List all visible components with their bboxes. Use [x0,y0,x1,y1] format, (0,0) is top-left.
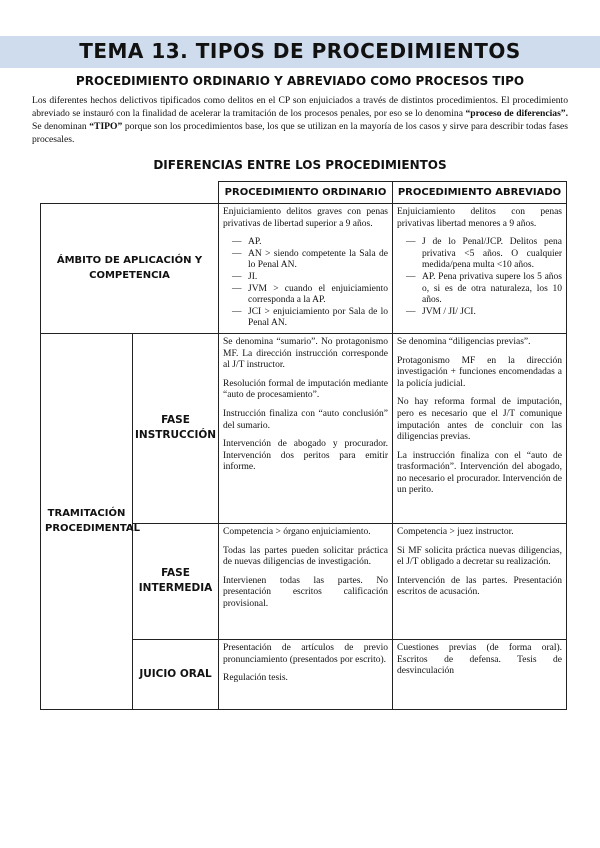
phase-intermedia: FASE INTERMEDIA [133,523,219,639]
cell-ambito-ordinario [219,204,393,334]
column-header-abreviado: PROCEDIMIENTO ABREVIADO [393,182,567,204]
row-header-ambito: ÁMBITO DE APLICACIÓN Y COMPETENCIA [41,204,219,334]
ambito-abreviado-list [397,237,562,318]
list-item: — AP. [248,237,388,249]
paragraph: Cuestiones previas (de forma oral). Escritos de defensa. Tesis de desvinculación [397,642,562,677]
paragraph: Protagonismo MF en la dirección investigación + funciones encomendadas a la policía judicial. [397,355,562,389]
cell-instruccion-ordinario [219,333,393,523]
paragraph: Se denomina “sumario”. No protagonismo MF. La dirección instrucción corresponde al J/T instructor. [223,336,388,371]
paragraph: Competencia > órgano enjuiciamiento. [223,526,371,537]
paragraph: Instrucción finaliza con “auto conclusión” del sumario. [223,408,388,431]
cell-intermedia-ordinario [219,523,393,639]
phase-juicio-oral: JUICIO ORAL [133,639,219,709]
list-item: — JCI > enjuiciamiento por Sala de lo Penal AN. [248,307,388,330]
paragraph: Regulación tesis. [223,673,288,684]
list-item: — J de lo Penal/JCP. Delitos pena privativa <5 años. O cualquier medida/pena multa <10 años. [422,237,562,272]
paragraph: Intervención de las partes. Presentación escritos de acusación. [397,575,562,598]
column-header-ordinario: PROCEDIMIENTO ORDINARIO [219,182,393,204]
ambito-ordinario-intro: Enjuiciamiento delitos graves con penas privativas de libertad superior a 9 años. [223,207,388,229]
paragraph: No hay reforma formal de imputación, pero es necesario que el J/T comunique imputación antes de concluir con las diligencias previas. [397,397,562,443]
row-header-tramitacion: TRAMITACIÓN PROCEDIMENTAL [41,333,133,709]
cell-intermedia-abreviado [393,523,567,639]
list-item: — JVM / JI/ JCI. [422,307,562,319]
table-row-ambito [41,204,567,334]
phase-instruccion: FASE INSTRUCCIÓN [133,333,219,523]
paragraph: Si MF solicita práctica nuevas diligencias, el J/T obligado a decretar su realización. [397,545,562,568]
intro-emphasis-1: “proceso de diferencias”. [465,108,568,119]
cell-instruccion-abreviado [393,333,567,523]
intro-emphasis-2: “TIPO” [89,121,123,132]
intro-text-3: porque son los procedimientos base, los que se utilizan en la mayoría de los casos y sirve para describir todas fases procesales. [32,121,568,145]
paragraph: Presentación de artículos de previo pronunciamiento (presentados por escrito). [223,642,388,665]
table-header-row [41,182,567,204]
cell-ambito-abreviado [393,204,567,334]
paragraph: Competencia > juez instructor. [397,526,514,537]
list-item: — JI. [248,272,388,284]
paragraph: Resolución formal de imputación mediante “auto de procesamiento”. [223,378,388,401]
paragraph: La instrucción finaliza con el “auto de trasformación”. Intervención del abogado, no necesario el procurador. Intervención de un perito. [397,450,562,496]
section-title: DIFERENCIAS ENTRE LOS PROCEDIMIENTOS [153,158,447,172]
paragraph: Intervienen todas las partes. No presentación escritos calificación provisional. [223,575,388,609]
ambito-ordinario-list [223,237,388,330]
cell-juicio-ordinario [219,639,393,709]
list-item: — AP. Pena privativa supere los 5 años o, si es de otra naturaleza, los 10 años. [422,272,562,307]
list-item: — JVM > cuando el enjuiciamiento corresponda a la AP. [248,284,388,307]
paragraph: Se denomina “diligencias previas”. [397,336,531,347]
paragraph: Intervención de abogado y procurador. Intervención dos peritos para emitir informe. [223,439,388,473]
paragraph: Todas las partes pueden solicitar práctica de nuevas diligencias de investigación. [223,545,388,568]
page-subtitle: PROCEDIMIENTO ORDINARIO Y ABREVIADO COMO PROCESOS TIPO [75,74,525,88]
cell-juicio-abreviado [393,639,567,709]
intro-text-2: Se denominan [32,121,87,132]
differences-table [40,181,567,710]
intro-paragraph [32,94,568,146]
intro-text-1: Los diferentes hechos delictivos tipificados como delitos en el CP son enjuiciados a través de distintos procedimientos. El procedimiento abreviado se instauró con la finalidad de acelerar la tramitación de los procesos penales, por eso se lo denomina [32,95,568,119]
page-title: TEMA 13. TIPOS DE PROCEDIMIENTOS [79,39,521,63]
table-row-instruccion [41,333,567,523]
list-item: — AN > siendo competente la Sala de lo Penal AN. [248,249,388,272]
empty-corner [41,182,219,204]
ambito-abreviado-intro: Enjuiciamiento delitos con penas privativas libertad menores a 9 años. [397,207,562,229]
